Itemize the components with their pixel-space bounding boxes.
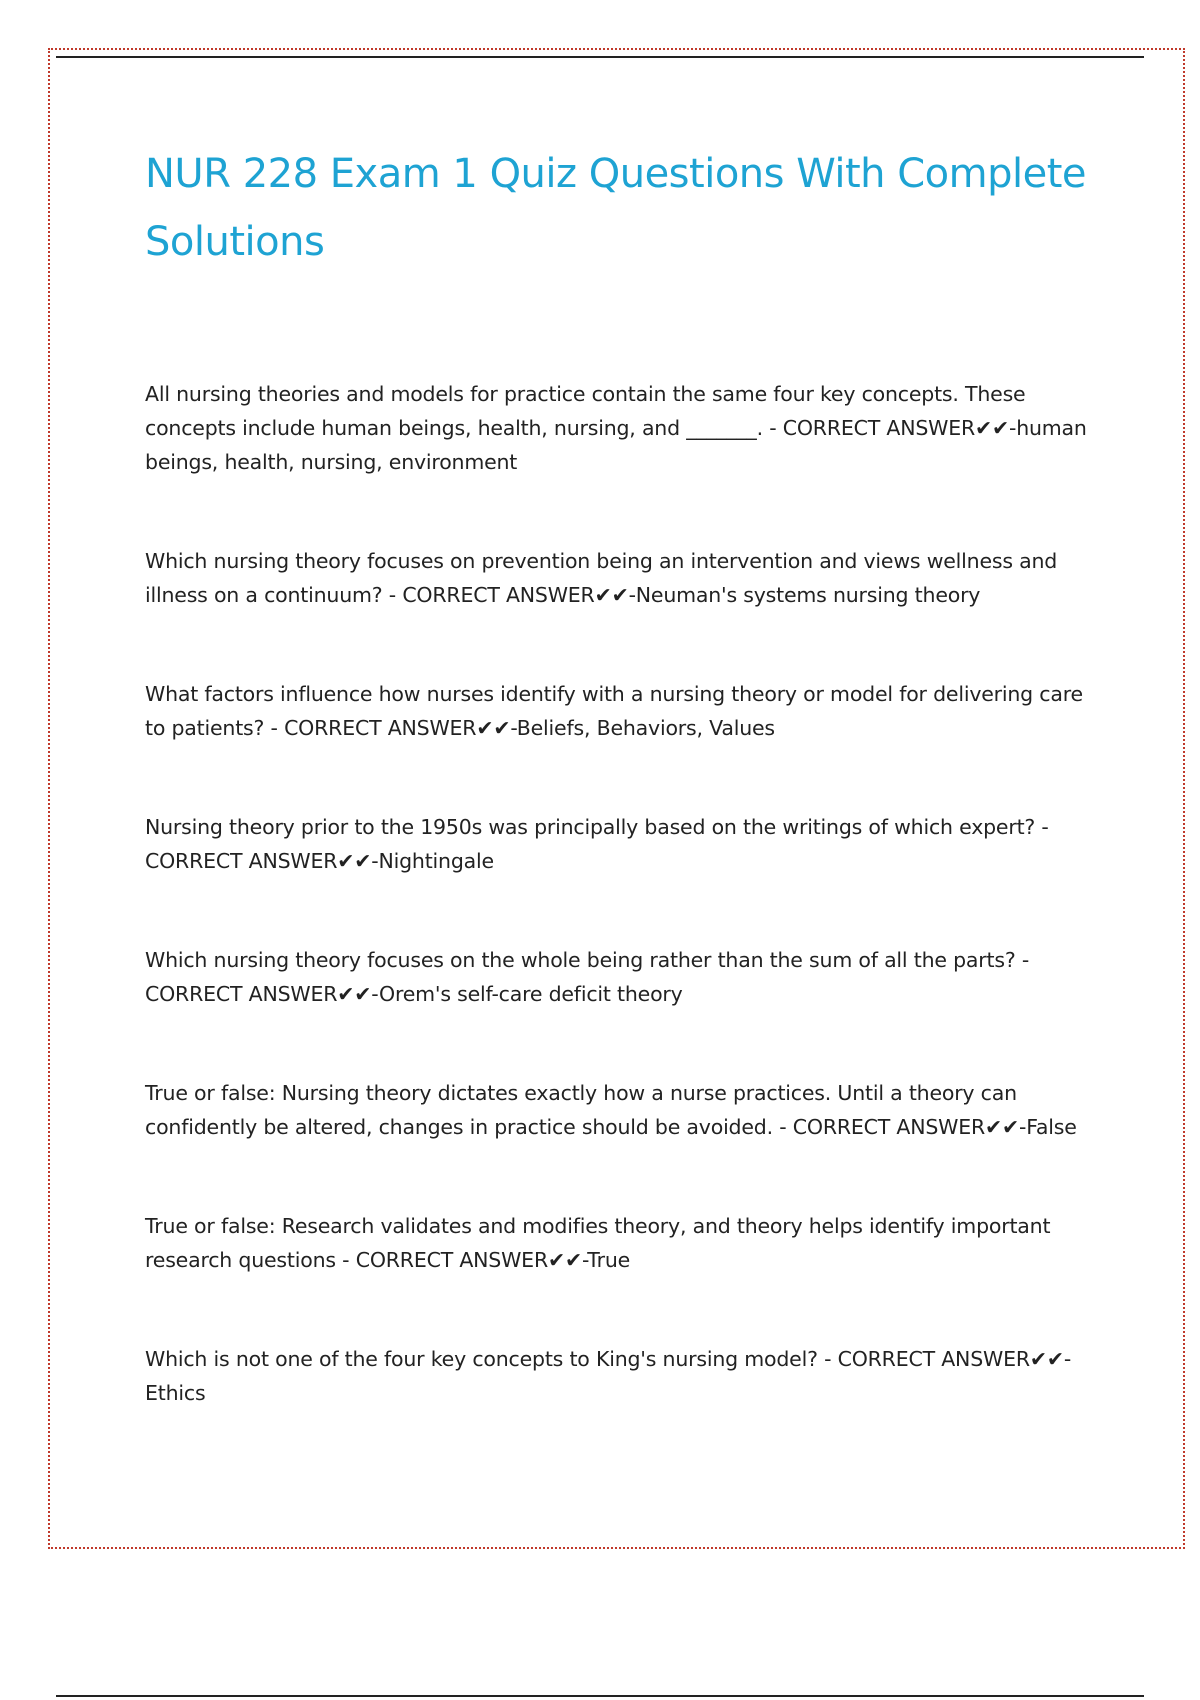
- answer-label: CORRECT ANSWER: [402, 583, 595, 607]
- answer-label: CORRECT ANSWER: [355, 1248, 548, 1272]
- question-text: True or false: Nursing theory dictates exactly how a nurse practices. Until a theory can confidently be altered, changes in practice should be avoided.: [145, 1081, 1017, 1139]
- footer-rule: [56, 1695, 1144, 1697]
- check-marks-icon: ✔✔: [594, 583, 629, 607]
- check-marks-icon: ✔✔: [985, 1115, 1020, 1139]
- qa-item: All nursing theories and models for practice contain the same four key concepts. These concepts include human beings, health, nursing, and _______. - CORRECT ANSWER✔✔-human beings, health, nursing, environment: [145, 382, 1087, 474]
- question-text: True or false: Research validates and modifies theory, and theory helps identify important research questions: [145, 1214, 1051, 1272]
- qa-item: Which nursing theory focuses on prevention being an intervention and views wellness and illness on a continuum? - CORRECT ANSWER✔✔-Neuman's systems nursing theory: [145, 549, 1058, 607]
- question-text: Which is not one of the four key concepts to King's nursing model?: [145, 1347, 818, 1371]
- check-marks-icon: ✔✔: [337, 982, 372, 1006]
- check-marks-icon: ✔✔: [476, 716, 511, 740]
- answer-label: CORRECT ANSWER: [145, 849, 338, 873]
- qa-item: True or false: Nursing theory dictates exactly how a nurse practices. Until a theory can confidently be altered, changes in practice should be avoided. - CORRECT ANSWER✔✔-False: [145, 1081, 1077, 1139]
- qa-item: What factors influence how nurses identify with a nursing theory or model for delivering care to patients? - CORRECT ANSWER✔✔-Beliefs, Behaviors, Values: [145, 682, 1083, 740]
- question-text: Which nursing theory focuses on the whole being rather than the sum of all the parts?: [145, 948, 1016, 972]
- check-marks-icon: ✔✔: [337, 849, 372, 873]
- answer-text: Ethics: [145, 1381, 206, 1405]
- question-text: Nursing theory prior to the 1950s was principally based on the writings of which expert?: [145, 815, 1036, 839]
- header-rule: [56, 56, 1144, 58]
- answer-label: CORRECT ANSWER: [284, 716, 477, 740]
- qa-item: Nursing theory prior to the 1950s was principally based on the writings of which expert? - CORRECT ANSWER✔✔-Nightingale: [145, 815, 1049, 873]
- qa-item: True or false: Research validates and modifies theory, and theory helps identify important research questions - CORRECT ANSWER✔✔-True: [145, 1214, 1051, 1272]
- qa-item: Which is not one of the four key concepts to King's nursing model? - CORRECT ANSWER✔✔-Ethics: [145, 1347, 1072, 1405]
- check-marks-icon: ✔✔: [547, 1248, 582, 1272]
- answer-label: CORRECT ANSWER: [837, 1347, 1030, 1371]
- answer-text: Nightingale: [378, 849, 494, 873]
- answer-label: CORRECT ANSWER: [792, 1115, 986, 1139]
- question-text: What factors influence how nurses identify with a nursing theory or model for delivering care to patients?: [145, 682, 1083, 740]
- answer-text: Orem's self-care deficit theory: [379, 982, 683, 1006]
- check-marks-icon: ✔✔: [1029, 1347, 1064, 1371]
- question-text: Which nursing theory focuses on prevention being an intervention and views wellness and illness on a continuum?: [145, 549, 1058, 607]
- answer-text: Neuman's systems nursing theory: [635, 583, 981, 607]
- answer-text: Beliefs, Behaviors, Values: [516, 716, 775, 740]
- answer-text: False: [1026, 1115, 1077, 1139]
- document-title: NUR 228 Exam 1 Quiz Questions With Complete Solutions: [145, 151, 1086, 265]
- question-text: All nursing theories and models for practice contain the same four key concepts. These concepts include human beings, health, nursing, and _______.: [145, 382, 1026, 440]
- answer-text: True: [587, 1248, 631, 1272]
- document-body: [145, 140, 1095, 1475]
- answer-label: CORRECT ANSWER: [145, 982, 338, 1006]
- answer-text: human beings, health, nursing, environment: [145, 416, 1087, 474]
- check-marks-icon: ✔✔: [975, 416, 1009, 440]
- qa-item: Which nursing theory focuses on the whole being rather than the sum of all the parts? - CORRECT ANSWER✔✔-Orem's self-care deficit theory: [145, 948, 1030, 1006]
- answer-label: CORRECT ANSWER: [782, 416, 976, 440]
- question-list: [145, 377, 1095, 1410]
